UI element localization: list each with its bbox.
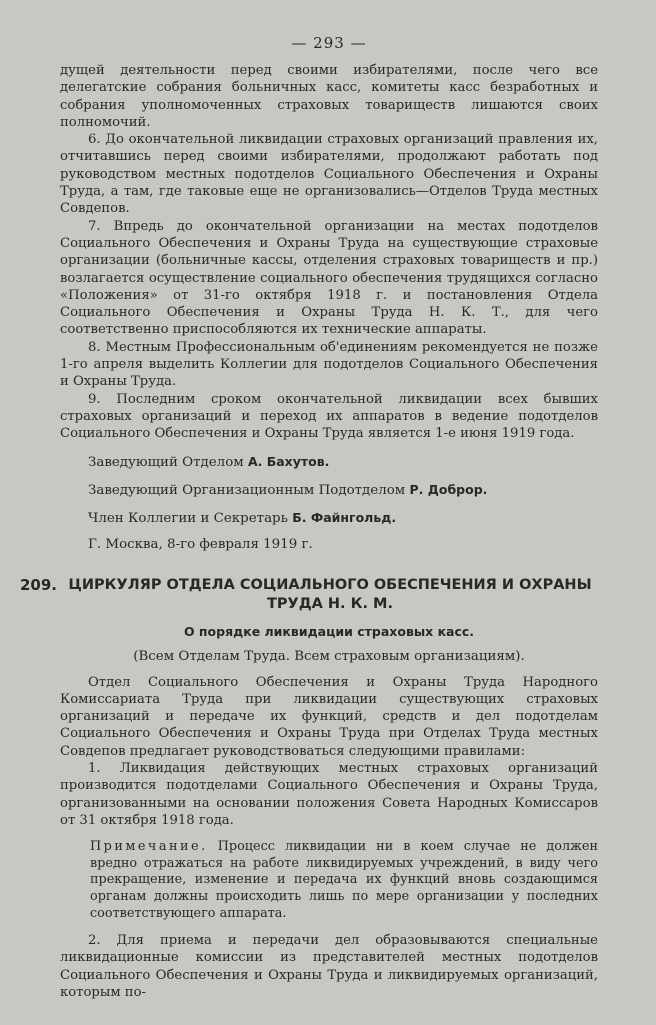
section-number: 209.: [20, 575, 58, 594]
signature-role: Заведующий Отделом: [88, 454, 244, 470]
signature-name: Р. Доброр.: [409, 481, 488, 497]
note-text: Процесс ликвидации ни в коем случае не должен вредно отражаться на работе ликвидируемых учреждений, в виду чего прекращение, изменение и передача их функций вновь создающимся органам должны происходить лишь по мере организации у последних соответствующего аппарата.: [90, 839, 598, 921]
note-block: [90, 839, 598, 922]
signature-role: Член Коллегии и Секретарь: [88, 510, 288, 526]
section-header: [20, 576, 600, 614]
paragraph-continuation: дущей деятельности перед своими избирателями, после чего все делегатские собрания больничных касс, комитеты касс безработных и собрания уполномоченных страховых товариществ лишаются своих полномочий.: [60, 63, 598, 130]
signature-name: Б. Файнгольд.: [292, 509, 397, 525]
place-date: Г. Москва, 8-го февраля 1919 г.: [88, 536, 313, 552]
page-number: — 293 —: [291, 34, 367, 52]
signature-secretary: [60, 509, 598, 528]
rule-1: 1. Ликвидация действующих местных страховых организаций производится подотделами Социального Обеспечения и Охраны Труда, организованными на основании положения Совета Народных Комиссаров от 31 октября 1918 года.: [60, 761, 598, 828]
rule-2: 2. Для приема и передачи дел образовываются специальные ликвидационные комиссии из представителей местных подотделов Социального Обеспечения и Охраны Труда и ликвидируемых организаций, которым по-: [60, 933, 598, 1001]
section-addressee: (Всем Отделам Труда. Всем страховым организациям).: [133, 648, 525, 664]
paragraph-7: 7. Впредь до окончательной организации на местах подотделов Социального Обеспечения и Охраны Труда на существующие страховые организации (больничные кассы, отделения страховых товариществ и пр.) возлагается осуществление социального обеспечения трудящихся согласно «Положения» от 31-го октября 1918 г. и постановления Отдела Социального Обеспечения и Охраны Труда Н. К. Т., для чего соответственно приспособляются их технические аппараты.: [60, 218, 598, 338]
signature-head: [60, 453, 598, 472]
paragraph-6: 6. До окончательной ликвидации страховых организаций правления их, отчитавшись перед своими избирателями, продолжают работать под руководством местных подотделов Социального Обеспечения и Охраны Труда, а там, где таковые еще не организовались—Отделов Труда местных Совдепов.: [60, 132, 598, 217]
section-subtitle: О порядке ликвидации страховых касс.: [183, 623, 475, 639]
signature-role: Заведующий Организационным Подотделом: [88, 482, 406, 498]
paragraph-8: 8. Местным Профессиональным об'единениям рекомендуется не позже 1-го апреля выделить Коллегии для подотделов Социального Обеспечения и Охраны Труда.: [60, 339, 598, 390]
note-label: Примечание.: [90, 839, 208, 855]
section-title: ЦИРКУЛЯР ОТДЕЛА СОЦИАЛЬНОГО ОБЕСПЕЧЕНИЯ И ОХРАНЫ ТРУДА Н. К. М.: [68, 576, 592, 612]
paragraph-9: 9. Последним сроком окончательной ликвидации всех бывших страховых организаций и переход их аппаратов в ведение подотделов Социального Обеспечения и Охраны Труда является 1-е июня 1919 года.: [60, 391, 598, 442]
signature-name: А. Бахутов.: [247, 453, 330, 469]
signature-org: [60, 481, 598, 500]
intro-paragraph: Отдел Социального Обеспечения и Охраны Труда Народного Комиссариата Труда при ликвидации существующих страховых организаций и передаче их функций, средств и дел подотделам Социального Обеспечения и Охраны Труда при Отделах Труда местных Совдепов предлагает руководствоваться следующими правилами:: [60, 674, 598, 759]
